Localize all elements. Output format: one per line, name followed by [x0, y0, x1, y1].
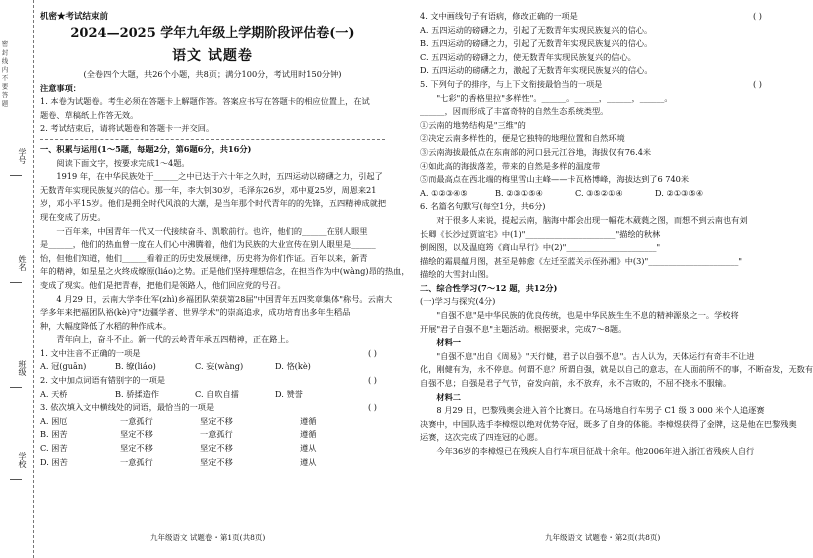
passage-line: 岁，邓小平15岁。他们是拥全时代风浪的大潮，是当年那个时代青年的的先锋，五四精神成就把 [40, 198, 387, 209]
answer-paren[interactable]: ( ) [368, 402, 377, 413]
material-two-title: 材料二 [436, 391, 461, 402]
answer-paren[interactable]: ( ) [753, 11, 762, 21]
question-1 [40, 347, 385, 361]
passage-line: 1919 年，在中华民族处于______之中已达于六十年之久时，五四运动以磅礴之力，引起了 [56, 171, 383, 182]
dictation-line[interactable]: 长卿《长沙过贾谊宅》中(1)"______________________"描绘的秋林 [420, 228, 661, 239]
passage-line: 种，大幅度降低了水稻的种作成本。 [40, 320, 172, 331]
note-line: 题卷、草稿纸上作答无效。 [40, 109, 139, 120]
dictation-line: 描绘的大雪封山图。 [420, 269, 494, 280]
option-cell: 坚定不移 [200, 456, 233, 467]
binding-margin [0, 0, 40, 558]
note-line: 2. 考试结束后，请将试题卷和答题卡一并交回。 [40, 123, 215, 134]
question-stem: 5. 下列句子的排序，与上下文衔接最恰当的一项是 [420, 78, 603, 89]
option-cell: 遵从 [300, 443, 317, 454]
option-d[interactable]: D. 恪(kè) [275, 361, 311, 372]
option-d[interactable]: D. ②①③⑤④ [655, 187, 704, 198]
margin-blank-xingming[interactable] [10, 282, 22, 283]
option-row[interactable] [40, 428, 316, 442]
material-line: 化，刚健有为，永不停息。何谓不息？所谓自强，就是以自己的意志，在人面前所不的事，不断奋发，无数有 [420, 364, 813, 375]
option-cell: 一意孤行 [120, 456, 153, 467]
secret-label: 机密★考试结束前 [40, 12, 109, 22]
question-stem: 2. 文中加点词语有错别字的一项是 [40, 375, 166, 386]
option-cell: B. 困苦 [40, 429, 68, 440]
note-line: 1. 本卷为试题卷。考生必须在答题卡上解题作答。答案应书写在答题卡的相应位置上，在试 [40, 96, 370, 107]
section-one-title: 一、积累与运用(1～5题，每题2分，第6题6分，共16分) [40, 143, 252, 154]
question-5-options [420, 187, 770, 201]
option-cell: C. 困苦 [40, 443, 68, 454]
option-cell: 遵从 [300, 456, 317, 467]
passage-line: 4 月29 日，云南大学李仕军(zhì)乡福团队荣获第28届"中国青年五四奖章集体"称号。云南大 [56, 293, 393, 304]
option-cell: 遵循 [300, 429, 317, 440]
option-a[interactable]: A. 五四运动的磅礴之力，引起了无数青年实现民族复兴的信心。 [420, 24, 653, 35]
option-d[interactable]: D. 赞誉 [275, 388, 303, 399]
section-two-title: 二、综合性学习(7～12 题，共12分) [420, 282, 558, 293]
page-one [40, 10, 410, 469]
option-cell: 坚定不移 [200, 415, 233, 426]
material-line: 自强不息；自强是君子气节，奋发向前，永不放弃，永不言败的，不屈不挠永不服输。 [420, 378, 732, 389]
section-one-intro: 阅读下面文字，按要求完成1～4题。 [56, 157, 190, 168]
passage-line: 现在变成了历史。 [40, 211, 106, 222]
page-two-footer: 九年级语文 试题卷・第2页(共8页) [545, 533, 661, 542]
question-6: 6. 名篇名句默写(每空1分，共6分) [420, 201, 546, 212]
exam-info: (全卷四个大题，共26个小题，共8页；满分100分，考试用时150分钟) [83, 69, 342, 79]
sentence-item: ⑤而最高点在西北端的梅里雪山主峰——卡瓦格博峰，海拔达到了6 740米 [420, 174, 690, 185]
sentence-item: ②决定云南多样性的，便是它独特的地理位置和自然环境 [420, 133, 625, 144]
dictation-line[interactable]: 描绘的霜晨蕴月图，甚至是韩愈《左迁至蓝关示侄孙湘》中(3)"______________________" [420, 255, 743, 266]
question-1-options [40, 360, 385, 374]
passage-line: 一百年来，中国青年一代又一代接续奋斗、凯歌前行。也许，他们的______在别人眼里 [56, 225, 368, 236]
option-cell: 遵循 [300, 415, 317, 426]
question-5 [420, 78, 770, 92]
subject-title: 语文 试题卷 [172, 48, 253, 64]
exam-title: 2024—2025 学年九年级上学期阶段评估卷(一) [70, 26, 355, 41]
dictation-line[interactable]: 倒阁图，以及温庭筠《商山早行》中(2)"______________________" [420, 242, 661, 253]
option-cell: 一意孤行 [120, 415, 153, 426]
option-cell: D. 困苦 [40, 456, 68, 467]
option-row[interactable] [40, 456, 316, 470]
seal-line [33, 0, 34, 558]
option-row[interactable] [40, 442, 316, 456]
passage-line: 怡，但他们知道，他们______看着正的历史发展规律，历史将为你们作证。百年以来，新青 [40, 252, 368, 263]
question-stem: 1. 文中注音不正确的一项是 [40, 347, 141, 358]
sentence-item: ③云南海拔最低点在东南部的河口县元江谷地，海拔仅有76.4米 [420, 146, 652, 157]
margin-blank-xuexiao[interactable] [10, 479, 22, 480]
question-3 [40, 401, 385, 415]
question-stem: 4. 文中画线句子有语病，修改正确的一项是 [420, 11, 578, 21]
option-c[interactable]: C. 自吹自擂 [195, 388, 239, 399]
option-a[interactable]: A. 冠(guān) [40, 361, 87, 372]
option-b[interactable]: B. ②③①⑤④ [495, 187, 543, 198]
option-a[interactable]: A. ①②③④⑤ [420, 187, 468, 198]
seal-hint: 密 封 线 内 不 要 答 题 [0, 40, 9, 107]
option-cell: 坚定不移 [200, 443, 233, 454]
margin-label-xuexiao: 学校 [18, 452, 27, 468]
option-cell: 坚定不移 [120, 429, 153, 440]
option-cell: A. 困厄 [40, 415, 68, 426]
answer-paren[interactable]: ( ) [368, 375, 377, 386]
material-line: "自强不息"出自《周易》"天行健，君子以自强不息"。古人认为，天体运行有奇丰不让进 [436, 350, 755, 361]
answer-paren[interactable]: ( ) [753, 78, 762, 89]
option-row[interactable] [40, 415, 316, 429]
question-2 [40, 374, 385, 388]
passage-line: 变成了现实。他们是把青春，把他们是领路人，他们回应党的号召。 [40, 279, 286, 290]
option-c[interactable]: C. 妄(wàng) [195, 361, 244, 372]
notes-title: 注意事项： [40, 82, 81, 93]
margin-label-xingming: 姓名 [18, 255, 27, 271]
subsection-title: (一)学习与探究(4分) [420, 296, 496, 307]
margin-label-xuehao: 学号 [18, 148, 27, 164]
option-b[interactable]: B. 骄揉造作 [115, 388, 159, 399]
passage-line: 无数青年实现民族复兴的信心。那一年，李大钊30岁，毛泽东26岁，邓中夏25岁，周恩来21 [40, 184, 377, 195]
margin-blank-xuehao[interactable] [10, 175, 22, 176]
subsection-text: 开展"君子自强不息"主题活动。根据要求，完成7～8题。 [420, 323, 627, 334]
divider [40, 139, 385, 140]
answer-paren[interactable]: ( ) [368, 347, 377, 358]
option-a[interactable]: A. 天桥 [40, 388, 68, 399]
question-2-options [40, 388, 385, 402]
question-3-options [40, 415, 316, 469]
option-cell: 坚定不移 [120, 443, 153, 454]
sentence-item: ④如此高的海拔落差，带来的自然是多样的温度带 [420, 160, 601, 171]
option-b[interactable]: B. 五四运动的磅礴之力，引起了无数青年实现民族复兴的信心。 [420, 38, 653, 49]
passage-line: 学多年来把福团队裕(kè)守"边疆学者、世界学术"的崇高追求，成功培育出多年生稻品 [40, 307, 351, 318]
margin-blank-banji[interactable] [10, 387, 22, 388]
question-stem: 3. 依次填入文中横线处的词语，最恰当的一项是 [40, 402, 215, 413]
option-b[interactable]: B. 缭(liáo) [115, 361, 156, 372]
subsection-text: "自强不息"是中华民族的优良传统，也是中华民族生生不息的精神源泉之一。学校将 [436, 310, 739, 321]
option-d[interactable]: D. 五四运动的磅礴之力，激起了无数青年实现民族复兴的信心。 [420, 65, 653, 76]
sentence-item: ①云南的地势结构是"三维"的 [420, 119, 526, 130]
option-cell: 一意孤行 [200, 429, 233, 440]
passage-line: 年的精神，如星星之火终成燎原(liáo)之势。正是他们坚持理想信念，在担当作为中(wàng)昂的热血， [40, 266, 410, 277]
material-line: 8 月29 日，巴黎残奥会进入首个比赛日。在马场地自行车男子 C1 级 3 000 米个人追逐赛 [436, 405, 765, 416]
question-5-lead: ______，因而形成了丰富奇特的自然生态系统类型。 [420, 106, 609, 117]
page-one-footer: 九年级语文 试题卷・第1页(共8页) [150, 533, 266, 542]
material-line: 决赛中，中国队选手李樟煜以绝对优势夺冠，既多了自身的体能。李樟煜获得了金牌，这是他在巴黎残奥 [420, 418, 797, 429]
material-line: 运赛，这次完成了四连冠的心愿。 [420, 432, 543, 443]
question-4 [420, 10, 770, 24]
dictation-line: 对于很多人来说，提起云南，脑海中都会出现一幅花木葳蕤之图，而想不到云南也有刘 [436, 214, 748, 225]
margin-label-banji: 班级 [18, 360, 27, 376]
material-line: 今年36岁的李樟煜已在残疾人自行车项目征战十余年。他2006年进入浙江省残疾人自行 [436, 446, 755, 456]
option-c[interactable]: C. 五四运动的磅礴之力，使无数青年实现民族复兴的信心。 [420, 51, 636, 62]
material-one-title: 材料一 [436, 337, 461, 348]
passage-line: 是______，他们的热血曾一度在人们心中沸腾着，他们为民族的大业宣传在别人眼里是______ [40, 239, 376, 250]
option-c[interactable]: C. ③⑤②①④ [575, 187, 623, 198]
page-two [420, 10, 813, 459]
passage-line: 青年向上，奋斗不止。新一代的云岭青年承五四精神，正在路上。 [56, 334, 294, 345]
question-5-lead: "七彩"的香格里拉"多样性"。______。______，______，______。 [436, 92, 673, 103]
